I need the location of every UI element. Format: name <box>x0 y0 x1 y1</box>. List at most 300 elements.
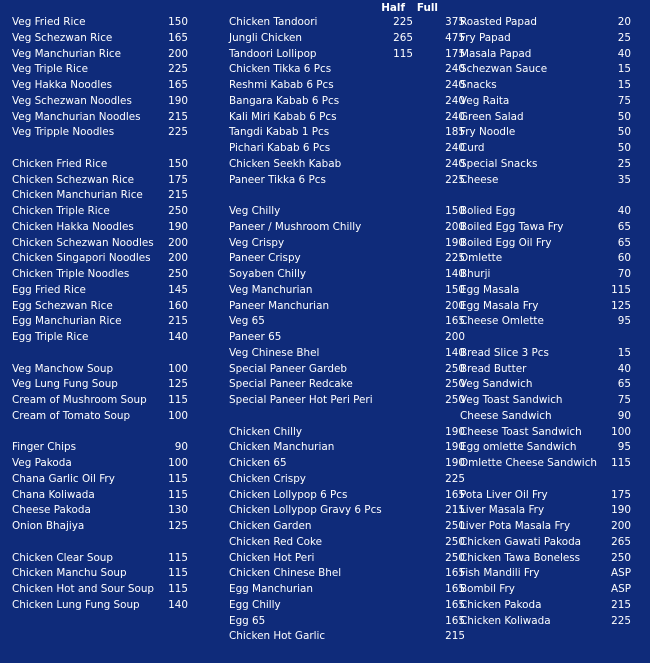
menu-item <box>229 283 465 299</box>
menu-item <box>12 157 188 173</box>
menu-column-2 <box>229 15 465 645</box>
menu-item-name: Chicken Pakoda <box>460 598 542 611</box>
menu-item-price: 265 <box>611 535 631 548</box>
menu-item-name: Veg 65 <box>229 315 265 328</box>
half-price-header: Half <box>381 2 405 14</box>
menu-item <box>12 110 188 126</box>
menu-item-price: 75 <box>617 94 631 107</box>
menu-item-name: Chicken Lung Fung Soup <box>12 598 140 611</box>
menu-item <box>229 173 465 189</box>
menu-item-name: Kali Miri Kabab 6 Pcs <box>229 110 337 123</box>
menu-item <box>229 251 465 267</box>
menu-item-full-price: 250 <box>445 394 465 406</box>
menu-item-price: 95 <box>617 441 631 454</box>
menu-item <box>460 598 635 614</box>
menu-item <box>229 456 465 472</box>
menu-item <box>229 47 465 63</box>
menu-item <box>460 614 635 630</box>
menu-item <box>229 488 465 504</box>
menu-item <box>12 456 188 472</box>
menu-item-price: 65 <box>617 236 631 249</box>
menu-item <box>460 125 635 141</box>
menu-item-name: Egg 65 <box>229 614 266 627</box>
menu-item-name: Fry Papad <box>460 31 511 44</box>
menu-item <box>460 488 635 504</box>
menu-item <box>12 566 188 582</box>
menu-item-name: Bhurji <box>460 268 491 280</box>
menu-item-name: Pota Liver Oil Fry <box>460 488 548 501</box>
menu-item-full-price: 165 <box>445 598 465 611</box>
menu-item <box>12 251 188 267</box>
menu-item-name: Bombil Fry <box>460 583 515 595</box>
menu-item-name: Special Paneer Gardeb <box>229 362 347 375</box>
menu-item <box>12 488 188 504</box>
menu-item <box>229 614 465 630</box>
menu-item-name: Veg Manchurian Noodles <box>12 110 141 123</box>
menu-item-price: 115 <box>611 457 631 469</box>
section-spacer <box>229 409 439 425</box>
menu-item <box>229 346 465 362</box>
menu-item-name: Paneer Crispy <box>229 252 301 265</box>
menu-item <box>460 456 635 472</box>
menu-item <box>229 393 465 409</box>
menu-item-full-price: 225 <box>445 472 465 485</box>
menu-item-price: 125 <box>168 520 188 532</box>
menu-item-full-price: 240 <box>445 94 465 107</box>
menu-item-name: Paneer Manchurian <box>229 299 330 312</box>
menu-column-3 <box>460 15 635 629</box>
menu-item <box>12 62 188 78</box>
full-price-header: Full <box>416 2 438 14</box>
menu-item-name: Jungli Chicken <box>229 31 302 44</box>
menu-item-name: Omlette Cheese Sandwich <box>460 457 597 469</box>
menu-item <box>229 299 465 315</box>
section-spacer <box>229 188 439 204</box>
menu-item-price: 250 <box>168 268 188 280</box>
menu-item-price: 125 <box>168 378 188 391</box>
menu-item <box>460 377 635 393</box>
menu-item-name: Chicken Singapori Noodles <box>12 252 151 265</box>
menu-item-name: Cheese <box>460 173 499 186</box>
menu-item-price: 50 <box>617 142 631 154</box>
menu-item-name: Chicken Manchu Soup <box>12 567 127 580</box>
menu-item-full-price: 250 <box>445 535 465 548</box>
menu-item-name: Cheese Pakoda <box>12 504 91 517</box>
menu-item-full-price: 250 <box>445 362 465 375</box>
menu-item-full-price: 150 <box>445 283 465 296</box>
menu-item-name: Chicken Crispy <box>229 472 306 485</box>
section-spacer <box>460 188 635 204</box>
section-spacer <box>12 141 182 157</box>
menu-item <box>229 582 465 598</box>
menu-item-name: Egg Fried Rice <box>12 283 86 296</box>
menu-item <box>12 299 188 315</box>
menu-item-full-price: 165 <box>445 567 465 580</box>
menu-item-name: Omlette <box>460 252 503 265</box>
menu-item <box>12 173 188 189</box>
menu-item-full-price: 250 <box>445 520 465 532</box>
menu-item <box>460 251 635 267</box>
section-spacer <box>12 346 182 362</box>
menu-item-name: Chana Garlic Oil Fry <box>12 472 115 485</box>
menu-item-price: 225 <box>611 614 631 627</box>
menu-item <box>12 15 188 31</box>
menu-item-price: 25 <box>617 31 631 44</box>
menu-item <box>12 78 188 94</box>
menu-item-full-price: 140 <box>445 268 465 280</box>
menu-item-full-price: 165 <box>445 315 465 328</box>
menu-item <box>12 236 188 252</box>
menu-item-full-price: 190 <box>445 236 465 249</box>
menu-item-price: 75 <box>617 394 631 406</box>
menu-item <box>460 15 635 31</box>
menu-item-price: 215 <box>168 189 188 202</box>
menu-item-price: 250 <box>611 551 631 564</box>
menu-item-name: Cream of Mushroom Soup <box>12 394 147 406</box>
menu-item-full-price: 185 <box>445 126 465 139</box>
menu-item-name: Veg Manchow Soup <box>12 362 114 375</box>
menu-item-full-price: 225 <box>445 252 465 265</box>
menu-item-price: 90 <box>174 441 188 454</box>
menu-item-name: Veg Tripple Noodles <box>12 126 115 139</box>
menu-item <box>460 62 635 78</box>
section-spacer <box>460 330 635 346</box>
menu-item-name: Veg Hakka Noodles <box>12 79 113 91</box>
menu-item <box>12 125 188 141</box>
menu-item-name: Egg Masala Fry <box>460 299 539 312</box>
menu-item-name: Chicken Koliwada <box>460 614 551 627</box>
menu-item <box>12 598 188 614</box>
menu-item <box>12 519 188 535</box>
menu-item <box>229 157 465 173</box>
section-spacer <box>460 472 635 488</box>
menu-item-name: Veg Raita <box>460 94 510 107</box>
menu-item <box>229 503 465 519</box>
menu-item <box>12 47 188 63</box>
menu-item-half-price: 265 <box>393 31 413 44</box>
menu-item-name: Chana Koliwada <box>12 488 95 501</box>
menu-item <box>460 173 635 189</box>
menu-item <box>229 519 465 535</box>
menu-item-price: 115 <box>168 488 188 501</box>
menu-item-half-price: 115 <box>393 47 413 60</box>
menu-item-name: Veg Chinese Bhel <box>229 346 320 359</box>
menu-item <box>229 566 465 582</box>
menu-item-price: 100 <box>168 362 188 375</box>
menu-item <box>460 31 635 47</box>
menu-item-name: Cheese Toast Sandwich <box>460 425 582 438</box>
menu-item-name: Finger Chips <box>12 441 76 454</box>
menu-item-name: Fry Noodle <box>460 126 516 139</box>
menu-item-name: Veg Lung Fung Soup <box>12 378 118 391</box>
menu-item <box>460 566 635 582</box>
menu-item-price: 115 <box>611 283 631 296</box>
menu-item-name: Masala Papad <box>460 47 532 60</box>
menu-item-name: Bread Butter <box>460 362 527 375</box>
menu-item-price: 225 <box>168 63 188 76</box>
menu-item <box>229 31 465 47</box>
menu-item-name: Chicken Schezwan Rice <box>12 173 135 186</box>
menu-item-name: Onion Bhajiya <box>12 520 85 532</box>
menu-item-full-price: 200 <box>445 331 465 343</box>
menu-item-name: Boiled Egg Tawa Fry <box>460 220 564 233</box>
menu-item-full-price: 215 <box>445 504 465 517</box>
menu-item <box>460 299 635 315</box>
menu-item-price: 40 <box>617 47 631 60</box>
menu-item-name: Chicken Chilly <box>229 425 303 438</box>
menu-item-name: Veg Chilly <box>229 205 281 217</box>
menu-item-price: 200 <box>168 236 188 249</box>
menu-item-full-price: 150 <box>445 205 465 217</box>
menu-item-price: 160 <box>168 299 188 312</box>
menu-item <box>229 330 465 346</box>
menu-item-name: Reshmi Kabab 6 Pcs <box>229 79 334 91</box>
menu-item <box>229 440 465 456</box>
menu-item <box>460 47 635 63</box>
menu-item-price: 225 <box>168 126 188 139</box>
menu-item-price: 115 <box>168 567 188 580</box>
menu-item-full-price: 165 <box>445 488 465 501</box>
menu-item-price: 50 <box>617 110 631 123</box>
menu-item-full-price: 250 <box>445 378 465 391</box>
menu-item <box>460 535 635 551</box>
menu-item <box>12 362 188 378</box>
menu-item-name: Fish Mandili Fry <box>460 567 540 580</box>
menu-item <box>229 267 465 283</box>
menu-item-name: Chicken 65 <box>229 457 287 469</box>
menu-item <box>460 393 635 409</box>
menu-item-price: 125 <box>611 299 631 312</box>
menu-item-price: 190 <box>168 94 188 107</box>
menu-item <box>12 330 188 346</box>
menu-item <box>229 472 465 488</box>
menu-item-price: 65 <box>617 220 631 233</box>
menu-item-price: 100 <box>168 409 188 422</box>
menu-item-name: Green Salad <box>460 110 524 123</box>
menu-item-name: Veg Sandwich <box>460 378 533 391</box>
menu-item-name: Chicken Clear Soup <box>12 551 113 564</box>
menu-item <box>460 409 635 425</box>
menu-item-price: 200 <box>611 520 631 532</box>
menu-item <box>229 94 465 110</box>
menu-item-price: 115 <box>168 583 188 595</box>
menu-item <box>229 110 465 126</box>
menu-item <box>460 157 635 173</box>
menu-item-name: Chicken Manchurian <box>229 441 335 454</box>
menu-item-name: Bread Slice 3 Pcs <box>460 346 549 359</box>
menu-item-full-price: 250 <box>445 551 465 564</box>
menu-item-name: Cream of Tomato Soup <box>12 409 131 422</box>
menu-item <box>229 314 465 330</box>
menu-item-name: Chicken Hot Garlic <box>229 630 326 643</box>
menu-item <box>229 425 465 441</box>
menu-item-price: 215 <box>611 598 631 611</box>
menu-item-name: Curd <box>460 142 485 154</box>
menu-item <box>460 582 635 598</box>
menu-item-full-price: 240 <box>445 157 465 170</box>
menu-item-name: Egg Chilly <box>229 598 281 611</box>
menu-item-name: Veg Schezwan Rice <box>12 31 113 44</box>
menu-item-full-price: 375 <box>445 16 465 28</box>
menu-item <box>12 472 188 488</box>
menu-item-price: 50 <box>617 126 631 139</box>
menu-item <box>460 503 635 519</box>
menu-item-price: 165 <box>168 31 188 44</box>
menu-item-name: Tangdi Kabab 1 Pcs <box>229 126 330 139</box>
menu-item-name: Boiled Egg Oil Fry <box>460 236 552 249</box>
menu-item <box>460 110 635 126</box>
menu-item <box>12 503 188 519</box>
menu-item <box>229 236 465 252</box>
menu-item <box>460 425 635 441</box>
menu-item-full-price: 200 <box>445 220 465 233</box>
menu-item <box>12 440 188 456</box>
menu-item-price: 215 <box>168 110 188 123</box>
menu-item-price: 115 <box>168 472 188 485</box>
menu-item-price: 140 <box>168 598 188 611</box>
menu-item <box>12 551 188 567</box>
menu-item <box>460 283 635 299</box>
menu-item-full-price: 175 <box>445 47 465 60</box>
menu-item-full-price: 240 <box>445 63 465 76</box>
menu-item-name: Paneer / Mushroom Chilly <box>229 220 362 233</box>
menu-item-name: Egg Manchurian Rice <box>12 315 122 328</box>
menu-item-name: Chicken Triple Rice <box>12 205 110 217</box>
menu-item-price: 215 <box>168 315 188 328</box>
menu-item-name: Chicken Schezwan Noodles <box>12 236 154 249</box>
menu-item <box>12 94 188 110</box>
menu-item <box>229 15 465 31</box>
menu-item <box>12 314 188 330</box>
menu-item-full-price: 165 <box>445 583 465 595</box>
menu-item <box>229 125 465 141</box>
menu-item <box>460 346 635 362</box>
menu-item-full-price: 190 <box>445 457 465 469</box>
menu-item <box>12 582 188 598</box>
menu-item-name: Chicken Fried Rice <box>12 157 108 170</box>
menu-item-name: Liver Masala Fry <box>460 504 545 517</box>
menu-item-price: 175 <box>611 488 631 501</box>
menu-item <box>460 267 635 283</box>
menu-item <box>12 220 188 236</box>
menu-item-name: Paneer 65 <box>229 331 282 343</box>
menu-item-name: Veg Crispy <box>229 236 285 249</box>
menu-item <box>460 440 635 456</box>
menu-item-name: Chicken Manchurian Rice <box>12 189 143 202</box>
menu-item-name: Pichari Kabab 6 Pcs <box>229 142 331 154</box>
menu-item-price: 70 <box>617 268 631 280</box>
menu-item <box>460 220 635 236</box>
menu-item-price: 140 <box>168 331 188 343</box>
menu-item <box>12 31 188 47</box>
menu-item-full-price: 225 <box>445 173 465 186</box>
menu-item-price: 145 <box>168 283 188 296</box>
menu-item-name: Chicken Tandoori <box>229 16 318 28</box>
menu-item-full-price: 240 <box>445 110 465 123</box>
menu-item-price: 40 <box>617 362 631 375</box>
menu-item-full-price: 475 <box>445 31 465 44</box>
menu-item <box>460 94 635 110</box>
menu-item-half-price: 225 <box>393 16 413 28</box>
menu-item-full-price: 240 <box>445 142 465 154</box>
menu-item-price: 100 <box>168 457 188 469</box>
menu-item-name: Chicken Lollypop Gravy 6 Pcs <box>229 504 382 517</box>
menu-item-name: Liver Pota Masala Fry <box>460 520 571 532</box>
menu-item-name: Bolied Egg <box>460 205 516 217</box>
menu-item-price: 20 <box>617 16 631 28</box>
menu-item <box>12 283 188 299</box>
menu-item-price: 95 <box>617 315 631 328</box>
menu-item-price: 200 <box>168 252 188 265</box>
menu-item-name: Chicken Gawati Pakoda <box>460 535 582 548</box>
menu-item-name: Roasted Papad <box>460 16 537 28</box>
menu-item-price: 190 <box>168 220 188 233</box>
menu-item-name: Tandoori Lollipop <box>229 47 317 60</box>
menu-item-name: Veg Pakoda <box>12 457 72 469</box>
menu-item-name: Egg Manchurian <box>229 583 313 595</box>
menu-item-price: 90 <box>617 409 631 422</box>
menu-item <box>229 78 465 94</box>
menu-item-name: Chicken Tawa Boneless <box>460 551 581 564</box>
menu-item-full-price: 240 <box>445 79 465 91</box>
menu-item-name: Egg Schezwan Rice <box>12 299 113 312</box>
menu-item <box>12 204 188 220</box>
menu-item-name: Special Paneer Redcake <box>229 378 353 391</box>
menu-item-full-price: 190 <box>445 441 465 454</box>
menu-item-price: 100 <box>611 425 631 438</box>
menu-item-price: 60 <box>617 252 631 265</box>
menu-item <box>229 629 465 645</box>
menu-item-name: Veg Manchurian Rice <box>12 47 122 60</box>
menu-item <box>460 204 635 220</box>
menu-item <box>460 551 635 567</box>
menu-item-full-price: 165 <box>445 614 465 627</box>
menu-item-name: Schezwan Sauce <box>460 63 548 76</box>
menu-item-name: Chicken Triple Noodles <box>12 268 130 280</box>
menu-item-name: Cheese Sandwich <box>460 409 552 422</box>
menu-item-price: 15 <box>617 63 631 76</box>
menu-item-name: Chicken Chinese Bhel <box>229 567 342 580</box>
menu-item <box>460 141 635 157</box>
menu-item-price: 130 <box>168 504 188 517</box>
menu-item <box>229 551 465 567</box>
menu-item-name: Veg Triple Rice <box>12 63 88 76</box>
menu-item-price: 115 <box>168 551 188 564</box>
menu-item-full-price: 215 <box>445 630 465 643</box>
menu-item <box>229 377 465 393</box>
menu-item-name: Egg Triple Rice <box>12 331 89 343</box>
menu-item <box>229 62 465 78</box>
menu-item-name: Egg omlette Sandwich <box>460 441 577 454</box>
menu-item-price: ASP <box>611 567 631 580</box>
menu-item-full-price: 190 <box>445 425 465 438</box>
menu-item-price: 200 <box>168 47 188 60</box>
menu-item-name: Chicken Lollypop 6 Pcs <box>229 488 348 501</box>
menu-item-price: ASP <box>611 583 631 595</box>
menu-item <box>12 267 188 283</box>
menu-item-name: Paneer Tikka 6 Pcs <box>229 173 326 186</box>
menu-item-name: Snacks <box>460 79 497 91</box>
menu-item <box>229 362 465 378</box>
menu-item-name: Cheese Omlette <box>460 315 544 328</box>
menu-item-price: 190 <box>611 504 631 517</box>
menu-item-price: 35 <box>617 173 631 186</box>
menu-item-name: Bangara Kabab 6 Pcs <box>229 94 340 107</box>
menu-item-price: 15 <box>617 79 631 91</box>
section-spacer <box>12 535 182 551</box>
menu-item <box>229 204 465 220</box>
menu-item-name: Chicken Tikka 6 Pcs <box>229 63 332 76</box>
